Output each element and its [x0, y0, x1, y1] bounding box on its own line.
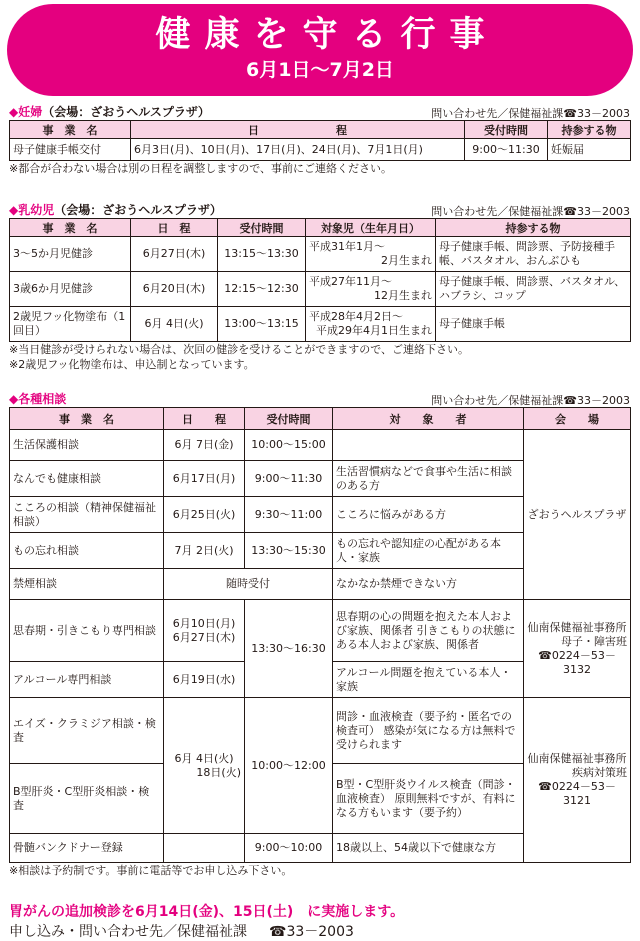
section-venue: （会場：ざおうヘルスプラザ）: [42, 105, 210, 119]
cell: 6月27日(木): [131, 237, 218, 272]
infant-table: [9, 218, 631, 342]
section-pregnancy: [9, 103, 630, 176]
cell: 12:15～12:30: [218, 272, 306, 307]
note: ※2歳児フッ化物塗布は、申込制となっています。: [9, 358, 255, 371]
pregnancy-table: [9, 120, 631, 161]
column-header: 受付時間: [245, 408, 333, 430]
cell: なかなか禁煙できない方: [333, 569, 524, 600]
cell: 6月25日(火): [164, 497, 245, 533]
column-header: 持参する物: [548, 121, 631, 139]
table-row: [10, 307, 631, 342]
section-marker: ◆: [9, 203, 19, 217]
section-title: 乳幼児: [18, 203, 55, 217]
column-header: 事 業 名: [10, 408, 164, 430]
table-row: [10, 139, 631, 161]
venue-cell: 仙南保健福祉事務所 母子・障害班 ☎0224－53－3132: [524, 600, 631, 698]
cell: 9:30～11:00: [245, 497, 333, 533]
title-banner: [7, 4, 633, 96]
table-row: [10, 600, 631, 662]
contact-info: 問い合わせ先／保健福祉課☎33－2003: [431, 394, 630, 407]
cell: 平成31年1月～ 2月生まれ: [306, 237, 436, 272]
column-header: 受付時間: [218, 219, 306, 237]
note: ※当日健診が受けられない場合は、次回の健診を受けることができますので、ご連絡下さい。: [9, 343, 469, 356]
column-header: 日 程: [164, 408, 245, 430]
cell: 6月 7日(金): [164, 430, 245, 461]
cell: 13:00～13:15: [218, 307, 306, 342]
cell: [164, 834, 245, 863]
column-header: 対 象 者: [333, 408, 524, 430]
cell: 9:00～11:30: [245, 461, 333, 497]
table-row: [10, 430, 631, 461]
contact-info: 問い合わせ先／保健福祉課☎33－2003: [431, 205, 630, 218]
column-header: 対象児（生年月日）: [306, 219, 436, 237]
cell: 生活保護相談: [10, 430, 164, 461]
cell: エイズ・クラミジア相談・検査: [10, 698, 164, 764]
cell: 13:30～16:30: [245, 600, 333, 698]
section-header: [9, 201, 630, 218]
cell: 平成27年11月～ 12月生まれ: [306, 272, 436, 307]
stomach-cancer-announcement: 胃がんの追加検診を6月14日(金)、15日(土) に実施します。: [9, 904, 405, 920]
note: ※都合が合わない場合は別の日程を調整しますので、事前にご連絡ください。: [9, 162, 392, 175]
column-header: 日 程: [131, 219, 218, 237]
cell: 3歳6か月児健診: [10, 272, 131, 307]
note: ※相談は予約制です。事前に電話等でお申し込み下さい。: [9, 864, 293, 877]
section-venue: （会場：ざおうヘルスプラザ）: [54, 203, 222, 217]
cell: 母子健康手帳交付: [10, 139, 131, 161]
column-header: 受付時間: [465, 121, 548, 139]
cell: 6月10日(月) 6月27日(木): [164, 600, 245, 662]
cell: アルコール専門相談: [10, 662, 164, 698]
section-header: [9, 103, 630, 120]
cell: こころの相談（精神保健福祉相談）: [10, 497, 164, 533]
cell: 6月 4日(火) 18日(火): [164, 698, 245, 834]
column-header: 日 程: [131, 121, 465, 139]
section-infant: [9, 201, 630, 372]
cell: 6月19日(水): [164, 662, 245, 698]
cell: 思春期・引きこもり専門相談: [10, 600, 164, 662]
cell: 母子健康手帳、問診票、予防接種手帳、バスタオル、おんぶひも: [436, 237, 631, 272]
column-header: 事 業 名: [10, 219, 131, 237]
cell: なんでも健康相談: [10, 461, 164, 497]
cell: 2歳児フッ化物塗布（1回目）: [10, 307, 131, 342]
cell: 9:00～11:30: [465, 139, 548, 161]
section-marker: ◆: [9, 392, 19, 406]
section-header: [9, 390, 630, 407]
column-header: 事 業 名: [10, 121, 131, 139]
cell: 13:15～13:30: [218, 237, 306, 272]
cell: 生活習慣病などで食事や生活に相談のある方: [333, 461, 524, 497]
cell: 母子健康手帳、問診票、バスタオル、ハブラシ、コップ: [436, 272, 631, 307]
cell: 妊娠届: [548, 139, 631, 161]
column-header: 会 場: [524, 408, 631, 430]
section-title: 各種相談: [18, 392, 67, 406]
cell: 3～5か月児健診: [10, 237, 131, 272]
table-row: [10, 237, 631, 272]
cell: 随時受付: [164, 569, 333, 600]
cell: B型・C型肝炎ウイルス検査（問診・血液検査） 原則無料ですが、有料になる方もいます（要予約）: [333, 764, 524, 834]
column-header: 持参する物: [436, 219, 631, 237]
cell: 10:00～12:00: [245, 698, 333, 834]
cell: [333, 430, 524, 461]
venue-cell: 仙南保健福祉事務所 疾病対策班 ☎0224－53－3121: [524, 698, 631, 863]
cell: アルコール問題を抱えている本人・家族: [333, 662, 524, 698]
cell: 18歳以上、54歳以下で健康な方: [333, 834, 524, 863]
date-range: 6月1日～7月2日: [246, 59, 394, 81]
contact-info: 問い合わせ先／保健福祉課☎33－2003: [431, 107, 630, 120]
cell: 9:00～10:00: [245, 834, 333, 863]
cell: 6月3日(月)、10日(月)、17日(月)、24日(月)、7月1日(月): [131, 139, 465, 161]
cell: 問診・血液検査（要予約・匿名での検査可） 感染が気になる方は無料で受けられます: [333, 698, 524, 764]
cell: 10:00～15:00: [245, 430, 333, 461]
table-row: [10, 698, 631, 764]
cell: 6月 4日(火): [131, 307, 218, 342]
cell: 平成28年4月2日～ 平成29年4月1日生まれ: [306, 307, 436, 342]
cell: 6月20日(木): [131, 272, 218, 307]
cell: 7月 2日(火): [164, 533, 245, 569]
cell: 思春期の心の問題を抱えた本人および家族、関係者 引きこもりの状態にある本人および家族、関係者: [333, 600, 524, 662]
venue-cell: ざおうヘルスプラザ: [524, 430, 631, 600]
cell: 母子健康手帳: [436, 307, 631, 342]
section-consultation: [9, 390, 630, 878]
cell: 13:30～15:30: [245, 533, 333, 569]
cell: 6月17日(月): [164, 461, 245, 497]
footer-contact: 申し込み・問い合わせ先／保健福祉課 ☎33－2003: [9, 924, 354, 940]
cell: もの忘れ相談: [10, 533, 164, 569]
cell: 禁煙相談: [10, 569, 164, 600]
cell: 骨髄バンクドナー登録: [10, 834, 164, 863]
cell: B型肝炎・C型肝炎相談・検査: [10, 764, 164, 834]
page-title: 健康を守る行事: [155, 15, 499, 55]
table-row: [10, 272, 631, 307]
consultation-table: [9, 407, 631, 863]
cell: もの忘れや認知症の心配がある本人・家族: [333, 533, 524, 569]
cell: こころに悩みがある方: [333, 497, 524, 533]
section-title: 妊婦: [18, 105, 43, 119]
section-marker: ◆: [9, 105, 19, 119]
footer-phone: ☎33－2003: [269, 924, 354, 940]
